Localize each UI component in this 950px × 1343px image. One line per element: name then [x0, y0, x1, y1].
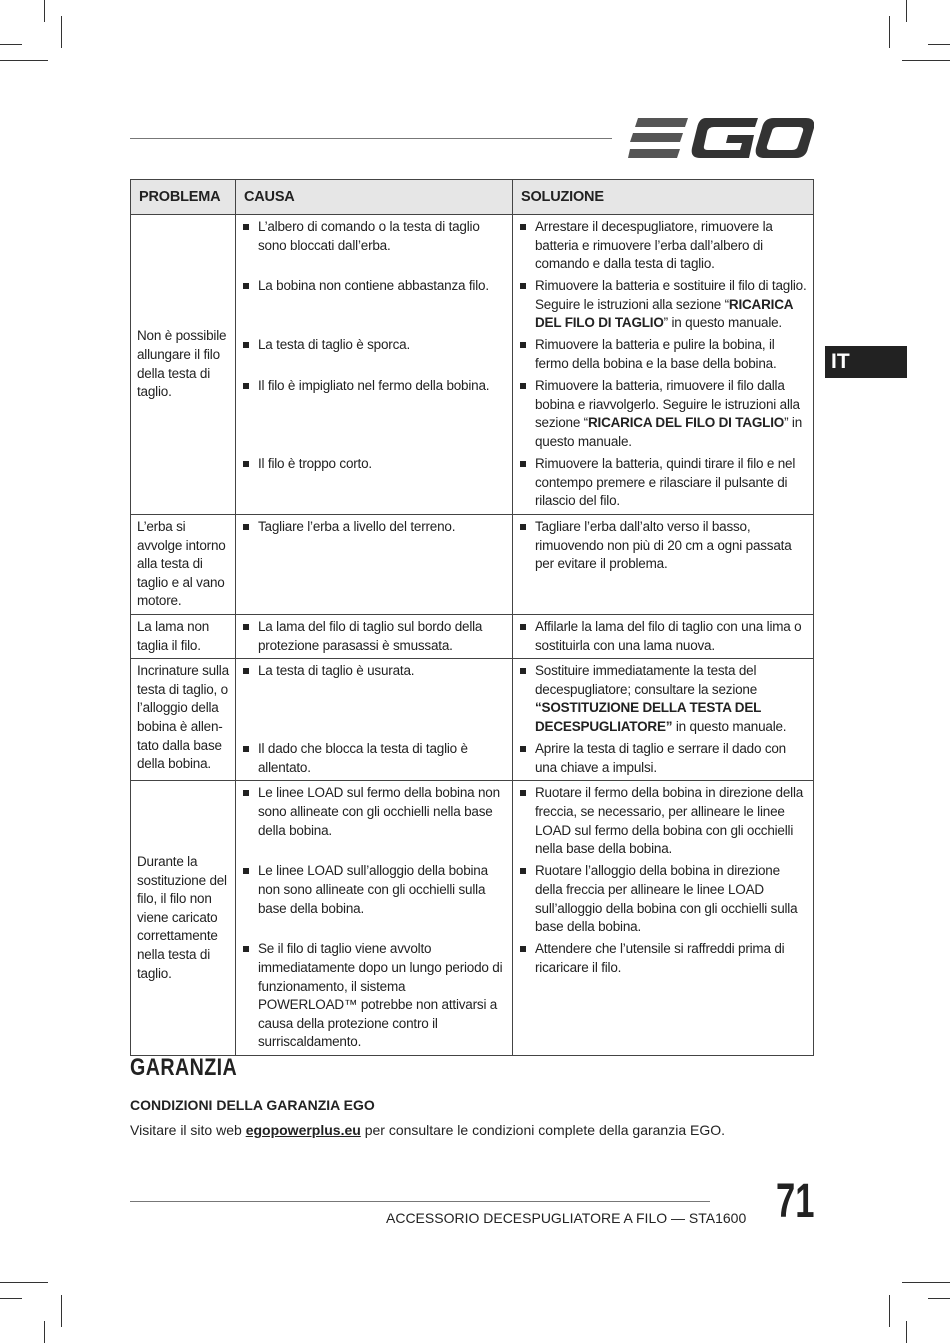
crop-mark: [928, 44, 950, 45]
crop-mark: [902, 60, 950, 61]
footer-text: ACCESSORIO DECESPUGLIATORE A FILO — STA1600: [386, 1210, 747, 1226]
cause-cell: [236, 659, 513, 781]
table-row: [131, 215, 814, 515]
crop-mark: [61, 1295, 62, 1327]
crop-mark: [0, 1298, 22, 1299]
solution-cell: [513, 515, 814, 615]
cause-item: La testa di taglio è usurata.: [242, 662, 506, 737]
problem-cell: La lama non taglia il filo.: [131, 614, 236, 658]
solution-item: Attendere che l’utensile si raffreddi prima di ricaricare il filo.: [519, 940, 807, 977]
crop-mark: [44, 0, 45, 22]
crop-mark: [0, 44, 22, 45]
cause-cell: [236, 781, 513, 1056]
cause-item: La lama del filo di taglio sul bordo della protezione parasassi è smussata.: [242, 618, 506, 655]
warranty-subtitle: CONDIZIONI DELLA GARANZIA EGO: [130, 1097, 375, 1113]
crop-mark: [44, 1321, 45, 1343]
cause-item: Il filo è troppo corto.: [242, 455, 506, 511]
solution-item: Sostituire immediatamente la testa del decespugliatore; consultare la sezione “SOSTITUZIONE DELLA TESTA DEL DECESPUGLIATORE” in questo manuale.: [519, 662, 807, 737]
cause-item: Tagliare l’erba a livello del terreno.: [242, 518, 506, 537]
solution-cell: [513, 659, 814, 781]
table-row: [131, 659, 814, 781]
crop-mark: [906, 1321, 907, 1343]
problem-cell: L’erba si avvolge intorno alla testa di taglio e al vano motore.: [131, 515, 236, 615]
cause-item: Se il filo di taglio viene avvolto immediatamente dopo un lungo periodo di funzionamento, il sistema POWERLOAD™ potrebbe non attivarsi a causa della protezione contro il surriscaldamento.: [242, 940, 506, 1052]
cause-cell: [236, 614, 513, 658]
cause-item: L’albero di comando o la testa di taglio sono bloccati dall’erba.: [242, 218, 506, 274]
table-row: [131, 515, 814, 615]
cause-cell: [236, 515, 513, 615]
cause-item: Il filo è impigliato nel fermo della bobina.: [242, 377, 506, 452]
crop-mark: [889, 16, 890, 48]
footer-rule: [130, 1201, 710, 1202]
cause-item: Le linee LOAD sul fermo della bobina non sono allineate con gli occhielli nella base della bobina.: [242, 784, 506, 859]
solution-item: Rimuovere la batteria e sostituire il filo di taglio. Seguire le istruzioni alla sezione “RICARICA DEL FILO DI TAGLIO” in questo manuale.: [519, 277, 807, 333]
ego-logo: [628, 116, 814, 160]
crop-mark: [61, 16, 62, 48]
language-tab: IT: [825, 346, 907, 378]
header-problema: PROBLEMA: [131, 180, 236, 215]
cause-item: La bobina non contiene abbastanza filo.: [242, 277, 506, 333]
solution-cell: [513, 614, 814, 658]
solution-item: Arrestare il decespugliatore, rimuovere la batteria e rimuovere l’erba dall’albero di comando e dalla testa di taglio.: [519, 218, 807, 274]
warranty-title: GARANZIA: [130, 1054, 238, 1081]
problem-cell: Durante la sostituzione del filo, il filo non viene caricato correttamente nella testa di taglio.: [131, 781, 236, 1056]
solution-item: Ruotare l’alloggio della bobina in direzione della freccia per allineare le linee LOAD sull’alloggio della bobina con gli occhielli sulla base della bobina.: [519, 862, 807, 937]
header-rule: [130, 138, 612, 139]
crop-mark: [928, 1298, 950, 1299]
problem-cell: Incrinature sulla testa di taglio, o l’alloggio della bobina è allen-tato dalla base della bobina.: [131, 659, 236, 781]
warranty-text: Visitare il sito web egopowerplus.eu per consultare le condizioni complete della garanzia EGO.: [130, 1122, 726, 1138]
page-number: 71: [776, 1175, 815, 1228]
troubleshooting-table: [130, 179, 814, 1056]
solution-cell: [513, 781, 814, 1056]
table-row: [131, 614, 814, 658]
problem-cell: Non è possibile allungare il filo della testa di taglio.: [131, 215, 236, 515]
solution-item: Rimuovere la batteria, quindi tirare il filo e nel contempo premere e rilasciare il pulsante di rilascio del filo.: [519, 455, 807, 511]
cause-cell: [236, 215, 513, 515]
table-row: [131, 781, 814, 1056]
solution-item: Affilarle la lama del filo di taglio con una lima o sostituirla con una lama nuova.: [519, 618, 807, 655]
solution-item: Tagliare l’erba dall’alto verso il basso, rimuovendo non più di 20 cm a ogni passata per evitare il problema.: [519, 518, 807, 574]
solution-item: Aprire la testa di taglio e serrare il dado con una chiave a impulsi.: [519, 740, 807, 777]
header-causa: CAUSA: [236, 180, 513, 215]
cause-item: Le linee LOAD sull’alloggio della bobina non sono allineate con gli occhielli sulla base della bobina.: [242, 862, 506, 937]
cause-item: Il dado che blocca la testa di taglio è allentato.: [242, 740, 506, 777]
crop-mark: [0, 1282, 48, 1283]
crop-mark: [0, 60, 48, 61]
crop-mark: [889, 1295, 890, 1327]
solution-item: Ruotare il fermo della bobina in direzione della freccia, se necessario, per allineare le linee LOAD sul fermo della bobina con gli occhielli nella base della bobina.: [519, 784, 807, 859]
solution-item: Rimuovere la batteria e pulire la bobina, il fermo della bobina e la base della bobina.: [519, 336, 807, 374]
solution-cell: [513, 215, 814, 515]
header-soluzione: SOLUZIONE: [513, 180, 814, 215]
table-header-row: [131, 180, 814, 215]
crop-mark: [906, 0, 907, 22]
solution-item: Rimuovere la batteria, rimuovere il filo dalla bobina e riavvolgerlo. Seguire le istruzioni alla sezione “RICARICA DEL FILO DI TAGLIO” in questo manuale.: [519, 377, 807, 452]
warranty-link[interactable]: egopowerplus.eu: [245, 1122, 361, 1138]
crop-mark: [902, 1282, 950, 1283]
cause-item: La testa di taglio è sporca.: [242, 336, 506, 374]
